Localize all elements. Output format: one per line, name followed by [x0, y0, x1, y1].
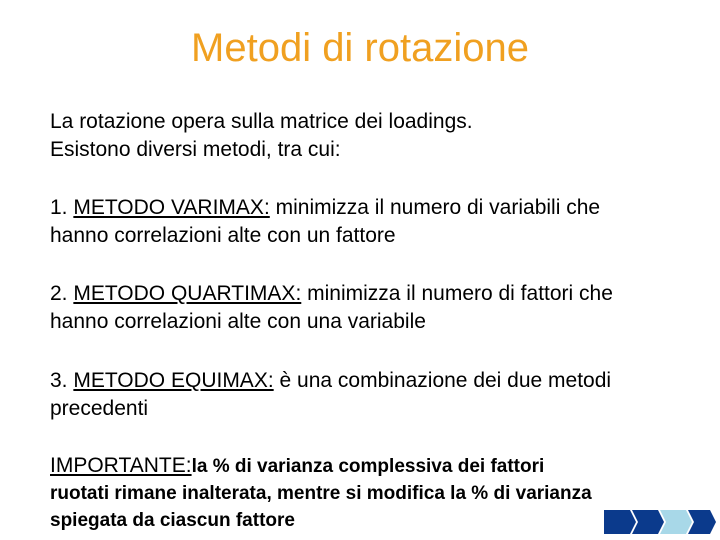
important-line-2: ruotati rimane inalterata, mentre si modifica la % di varianza — [50, 483, 592, 504]
important-line-3: spiegata da ciascun fattore — [50, 510, 295, 531]
method-description-cont: precedenti — [50, 397, 149, 420]
slide-navigation[interactable] — [604, 510, 716, 534]
method-number: 2. — [50, 282, 68, 305]
method-name: METODO VARIMAX: — [73, 196, 270, 219]
method-equimax — [50, 367, 700, 423]
slide-title: Metodi di rotazione — [191, 26, 529, 70]
nav-prev-arrow-icon[interactable] — [632, 510, 664, 534]
method-description: minimizza il numero di fattori che — [307, 282, 613, 305]
method-description-cont: hanno correlazioni alte con una variabile — [50, 310, 426, 333]
method-number: 1. — [50, 196, 68, 219]
method-description: è una combinazione dei due metodi — [279, 369, 612, 392]
intro-text — [50, 108, 700, 164]
nav-last-arrow-icon[interactable] — [688, 510, 716, 534]
method-name: METODO QUARTIMAX: — [73, 282, 302, 305]
method-varimax — [50, 194, 700, 250]
intro-line-1: La rotazione opera sulla matrice dei loadings. — [50, 110, 473, 133]
important-label: IMPORTANTE: — [50, 454, 192, 477]
important-line-1: la % di varianza complessiva dei fattori — [191, 456, 545, 477]
nav-first-arrow-icon[interactable] — [604, 510, 636, 534]
intro-line-2: Esistono diversi metodi, tra cui: — [50, 138, 341, 161]
method-number: 3. — [50, 369, 68, 392]
method-name: METODO EQUIMAX: — [73, 369, 274, 392]
method-description-cont: hanno correlazioni alte con un fattore — [50, 224, 396, 247]
method-description: minimizza il numero di variabili che — [275, 196, 601, 219]
method-quartimax — [50, 280, 700, 336]
nav-next-arrow-icon[interactable] — [660, 510, 692, 534]
